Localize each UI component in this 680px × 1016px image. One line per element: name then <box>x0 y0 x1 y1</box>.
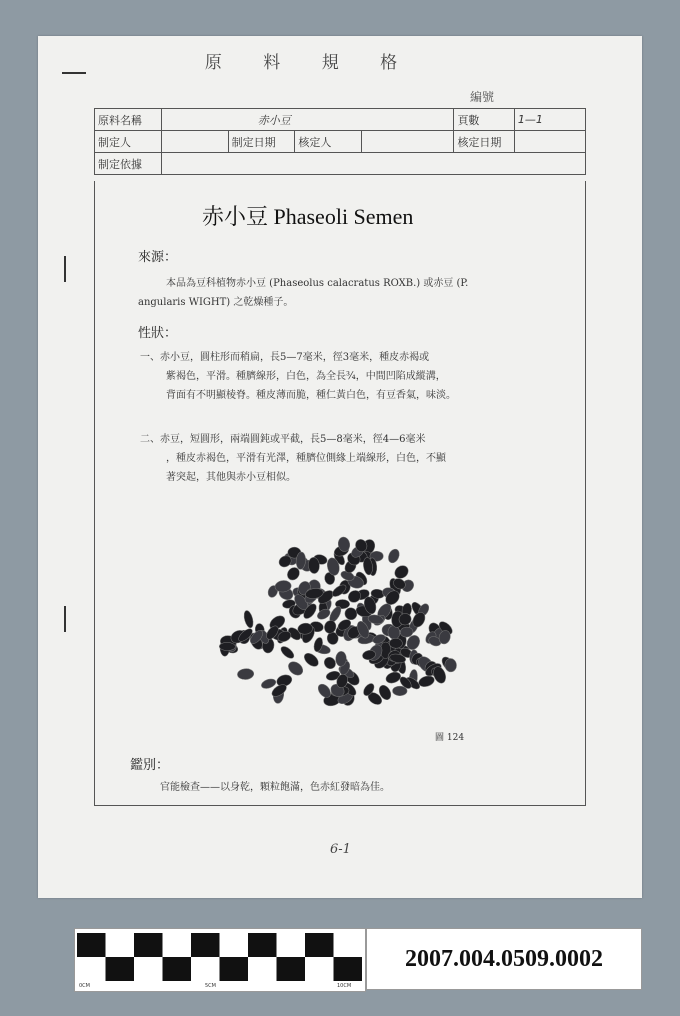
trait-line: ，種皮赤褐色，平滑有光澤，種臍位側緣上端線形，白色，不顯 <box>166 453 446 464</box>
trait-line: 二、赤豆，短圓形，兩端圓鈍或平截，長5—8毫米，徑4—6毫米 <box>140 434 426 445</box>
color-scale-bar <box>74 928 366 992</box>
bean <box>417 674 435 688</box>
pages-value: 1—1 <box>514 109 585 131</box>
scale-label-10: 10CM <box>337 983 352 989</box>
material-name-value: 赤小豆 <box>161 109 454 131</box>
reviewer-label: 核定人 <box>295 131 362 153</box>
trait-1 <box>140 348 560 405</box>
bean <box>322 655 338 671</box>
scale-square <box>106 957 135 981</box>
trait-line: 著突起，其他與赤小豆相似。 <box>166 472 296 483</box>
bean <box>384 670 402 685</box>
identify-text: 官能檢查——以身乾，顆粒飽滿，色赤紅發暗為佳。 <box>160 782 390 793</box>
scale-label-5: 5CM <box>205 983 216 989</box>
identify-heading: 鑑別： <box>130 758 170 773</box>
review-date-value <box>514 131 585 153</box>
fold-mark <box>64 606 66 632</box>
accession-number: 2007.004.0509.0002 <box>366 928 642 990</box>
scale-square <box>163 957 192 981</box>
bean <box>392 563 410 581</box>
fold-mark <box>64 256 66 282</box>
form-title: 原 料 規 格 <box>204 53 416 73</box>
scale-square <box>191 933 220 957</box>
number-label: 編號 <box>470 90 495 104</box>
scale-square <box>134 933 163 957</box>
pages-label: 頁數 <box>454 109 514 131</box>
basis-label: 制定依據 <box>95 153 162 175</box>
handwritten-page-number: 6-1 <box>330 842 351 857</box>
trait-2 <box>140 430 560 487</box>
bean <box>242 610 254 629</box>
form-info-table <box>94 108 586 175</box>
trait-line: 背面有不明顯棱脊。種皮薄而脆，種仁黃白色，有豆香氣，味淡。 <box>166 390 456 401</box>
source-heading: 來源： <box>138 250 178 265</box>
bean <box>323 619 338 635</box>
scale-square <box>305 933 334 957</box>
bean <box>302 651 321 669</box>
source-line: angularis WIGHT) 之乾燥種子。 <box>138 297 294 308</box>
draft-date-label: 制定日期 <box>228 131 295 153</box>
bean <box>386 547 401 564</box>
figure-caption: 圖 124 <box>435 733 465 743</box>
basis-value <box>161 153 585 175</box>
scale-square <box>334 957 363 981</box>
bean <box>219 642 235 650</box>
drafter-label: 制定人 <box>95 131 162 153</box>
source-text <box>138 274 558 312</box>
bean <box>286 659 306 678</box>
bean <box>389 638 402 648</box>
monograph-title: 赤小豆 Phaseoli Semen <box>202 204 414 229</box>
material-name-label: 原料名稱 <box>95 109 162 131</box>
drafter-value <box>161 131 228 153</box>
bean <box>279 644 296 660</box>
trait-line: 紫褐色，平滑。種臍線形，白色，為全長¾，中間凹陷成縱溝， <box>166 371 446 382</box>
trait-line: 一、赤小豆，圓柱形而稍扁，長5—7毫米，徑3毫米，種皮赤褐或 <box>140 352 430 363</box>
bean-photo <box>196 526 486 726</box>
scale-square <box>220 957 249 981</box>
source-line: 本品為豆科植物赤小豆 (Phaseolus calacratus ROXB.) 或赤豆 (P. <box>166 278 469 289</box>
scale-square <box>77 933 106 957</box>
punch-mark <box>62 72 86 74</box>
bean <box>392 686 407 696</box>
scale-square <box>277 957 306 981</box>
review-date-label: 核定日期 <box>454 131 514 153</box>
scale-label-0: 0CM <box>79 983 90 989</box>
bean <box>237 668 254 680</box>
scale-square <box>248 933 277 957</box>
reviewer-value <box>362 131 454 153</box>
traits-heading: 性狀： <box>138 326 178 341</box>
